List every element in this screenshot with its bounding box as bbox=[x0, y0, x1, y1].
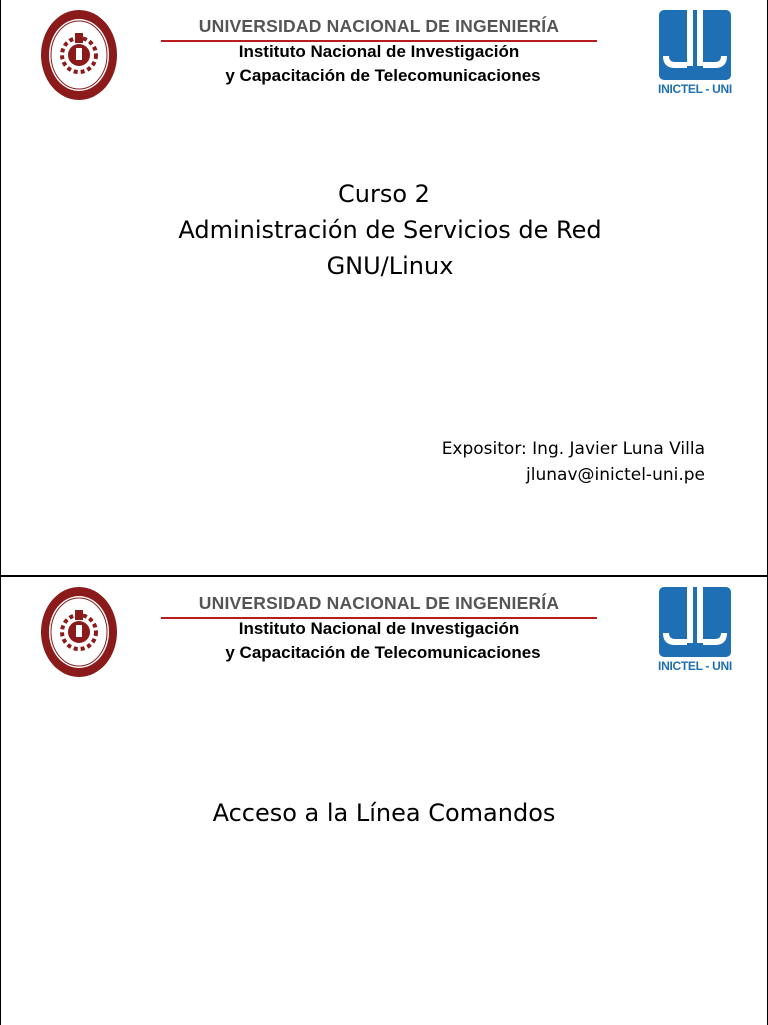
slide-topic: Acceso a la Línea Comandos bbox=[212, 799, 556, 827]
course-platform: GNU/Linux bbox=[326, 252, 454, 280]
presenter-email: jlunav@inictel-uni.pe bbox=[526, 465, 705, 485]
course-number: Curso 2 bbox=[338, 180, 430, 208]
institute-name-line1: Instituto Nacional de Investigación bbox=[238, 619, 520, 638]
university-name: UNIVERSIDAD NACIONAL DE INGENIERÍA bbox=[198, 16, 560, 36]
institute-name-line1: Instituto Nacional de Investigación bbox=[238, 42, 520, 61]
course-subject: Administración de Servicios de Red bbox=[178, 216, 602, 244]
presenter-block bbox=[442, 436, 705, 488]
inictel-logo-text: INICTEL - UNI bbox=[658, 659, 732, 673]
presenter-name: Expositor: Ing. Javier Luna Villa bbox=[441, 439, 705, 459]
uni-seal-logo bbox=[39, 585, 119, 679]
university-name: UNIVERSIDAD NACIONAL DE INGENIERÍA bbox=[198, 593, 560, 613]
institute-name-line2: y Capacitación de Telecomunicaciones bbox=[225, 643, 541, 662]
slide-2 bbox=[0, 576, 768, 1025]
uni-seal-logo bbox=[39, 8, 119, 102]
institute-name-line2: y Capacitación de Telecomunicaciones bbox=[225, 66, 541, 85]
inictel-logo-text: INICTEL - UNI bbox=[658, 82, 732, 96]
